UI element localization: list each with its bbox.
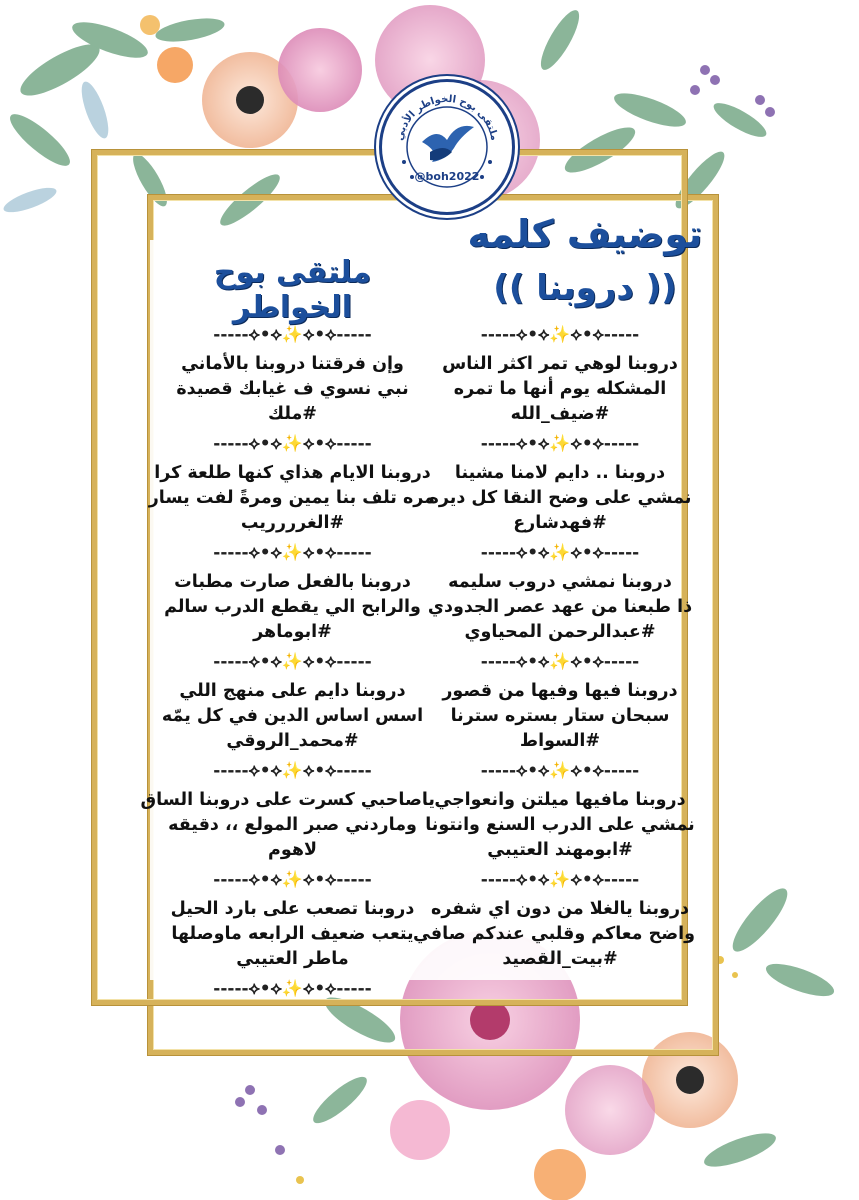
verse-line: نمشي على الدرب السنع وانتونا bbox=[425, 815, 695, 835]
separator-ornament: ----- bbox=[480, 761, 517, 781]
verse-separator bbox=[150, 427, 435, 461]
verse-separator bbox=[425, 427, 695, 461]
separator-ornament: ⟡•⟡ bbox=[570, 325, 604, 345]
separator-ornament: ----- bbox=[480, 543, 517, 563]
separator-ornament: ⟡•⟡ bbox=[303, 652, 337, 672]
logo-ring-text: ملتقى بوح الخواطر الأدبي bbox=[394, 93, 500, 142]
separator-ornament: ----- bbox=[336, 325, 372, 345]
group-logo bbox=[382, 82, 512, 212]
separator-ornament: ⟡•⟡ bbox=[248, 761, 282, 781]
poet-signature: #بيت_القصيد bbox=[502, 949, 618, 969]
separator-ornament: ⟡•⟡ bbox=[303, 979, 337, 999]
separator-ornament: ----- bbox=[213, 979, 249, 999]
separator-ornament: ----- bbox=[336, 652, 372, 672]
verse-separator bbox=[150, 318, 435, 352]
poet-signature: #عبدالرحمن المحياوي bbox=[464, 622, 656, 642]
separator-ornament: ----- bbox=[213, 434, 249, 454]
logo-handle: @boh2022 bbox=[414, 170, 480, 183]
separator-ornament: ⟡•⟡ bbox=[570, 543, 604, 563]
verse-line: وإن فرقتنا دروبنا بالأماني bbox=[181, 354, 404, 374]
verse-line: دروبنا تصعب على بارد الحيل bbox=[170, 899, 415, 919]
group-name-heading: ملتقى بوح الخواطر bbox=[213, 255, 372, 325]
logo-emblem bbox=[382, 82, 512, 212]
separator-ornament: ----- bbox=[603, 761, 640, 781]
separator-ornament: ⟡•⟡ bbox=[248, 325, 282, 345]
page-title: توضيف كلمه bbox=[467, 212, 703, 256]
poet-signature: #الغرررريب bbox=[240, 513, 345, 533]
sparkle-icon: ✨ bbox=[549, 543, 571, 563]
sparkle-icon: ✨ bbox=[549, 761, 571, 781]
separator-ornament: ⟡•⟡ bbox=[248, 979, 282, 999]
left-poem-column bbox=[140, 318, 435, 1006]
poet-signature: #ابوماهر bbox=[253, 622, 332, 642]
sparkle-icon: ✨ bbox=[549, 325, 571, 345]
sparkle-icon: ✨ bbox=[281, 325, 304, 345]
verse-separator bbox=[425, 536, 695, 570]
separator-ornament: ⟡•⟡ bbox=[516, 325, 550, 345]
sparkle-icon: ✨ bbox=[281, 434, 304, 454]
separator-ornament: ⟡•⟡ bbox=[248, 652, 282, 672]
verse-line: واضح معاكم وقلبي عندكم صافي bbox=[412, 924, 695, 944]
verse-separator bbox=[425, 863, 695, 897]
sparkle-icon: ✨ bbox=[281, 979, 304, 999]
separator-ornament: ----- bbox=[213, 870, 249, 890]
verse-separator bbox=[150, 645, 435, 679]
separator-ornament: ----- bbox=[336, 870, 372, 890]
verse-line: اسس اساس الدين في كل يمّه bbox=[161, 706, 424, 726]
verse-separator bbox=[150, 536, 435, 570]
separator-ornament: ⟡•⟡ bbox=[303, 543, 337, 563]
verse-line: مره تلف بنا يمين ومرةً لفت يسار bbox=[148, 488, 435, 508]
verse-line: ذا طبعنا من عهد عصر الجدودي bbox=[427, 597, 693, 617]
verse-line: دروبنا الايام هذاي كنها طلعة كرا bbox=[154, 463, 431, 483]
separator-ornament: ----- bbox=[603, 652, 640, 672]
separator-ornament: ⟡•⟡ bbox=[303, 761, 337, 781]
separator-ornament: ⟡•⟡ bbox=[570, 870, 604, 890]
sparkle-icon: ✨ bbox=[549, 434, 571, 454]
verse-separator bbox=[425, 318, 695, 352]
bird-icon bbox=[422, 126, 474, 162]
poet-signature: لاهوم bbox=[268, 840, 317, 860]
separator-ornament: ----- bbox=[336, 761, 372, 781]
separator-ornament: ⟡•⟡ bbox=[516, 434, 550, 454]
separator-ornament: ----- bbox=[213, 652, 249, 672]
separator-ornament: ⟡•⟡ bbox=[248, 870, 282, 890]
separator-ornament: ----- bbox=[603, 325, 640, 345]
svg-text:ملتقى بوح الخواطر الأدبي bbox=[394, 94, 499, 142]
sparkle-icon: ✨ bbox=[281, 870, 304, 890]
verse-separator bbox=[150, 972, 435, 1006]
separator-ornament: ⟡•⟡ bbox=[516, 543, 550, 563]
separator-ornament: ⟡•⟡ bbox=[570, 434, 604, 454]
verse-line: دروبنا لوهي تمر اكثر الناس bbox=[442, 354, 678, 374]
verse-line: دروبنا دايم على منهج اللي bbox=[179, 681, 406, 701]
poet-signature: #ضيف_الله bbox=[510, 404, 610, 424]
sparkle-icon: ✨ bbox=[281, 652, 304, 672]
separator-ornament: ----- bbox=[336, 434, 372, 454]
separator-ornament: ⟡•⟡ bbox=[516, 652, 550, 672]
verse-line: نبي نسوي ف غيابك قصيدة bbox=[176, 379, 409, 399]
separator-ornament: ----- bbox=[213, 543, 249, 563]
sparkle-icon: ✨ bbox=[549, 870, 571, 890]
verse-line: والرابح الي يقطع الدرب سالم bbox=[164, 597, 421, 617]
verse-line: نمشي على وضح النقا كل ديره bbox=[428, 488, 692, 508]
separator-ornament: ----- bbox=[336, 543, 372, 563]
verse-line: وماردني صبر المولع ،، دقيقه bbox=[168, 815, 417, 835]
separator-ornament: ⟡•⟡ bbox=[248, 434, 282, 454]
sparkle-icon: ✨ bbox=[549, 652, 571, 672]
verse-line: سبحان ستار بستره سترنا bbox=[450, 706, 670, 726]
right-poem-column bbox=[412, 318, 695, 972]
sparkle-icon: ✨ bbox=[281, 761, 304, 781]
poet-signature: #ملك bbox=[268, 404, 317, 424]
verse-separator bbox=[425, 645, 695, 679]
poet-signature: #محمد_الروقي bbox=[226, 731, 359, 751]
separator-ornament: ----- bbox=[213, 761, 249, 781]
featured-word: (( دروبنا )) bbox=[493, 268, 677, 308]
separator-ornament: ----- bbox=[603, 870, 640, 890]
separator-ornament: ----- bbox=[480, 652, 517, 672]
separator-ornament: ----- bbox=[336, 979, 372, 999]
verse-line: المشكله يوم أنها ما تمره bbox=[453, 379, 667, 399]
separator-ornament: ⟡•⟡ bbox=[303, 870, 337, 890]
verse-separator bbox=[425, 754, 695, 788]
verse-line: دروبنا بالفعل صارت مطبات bbox=[174, 572, 411, 592]
separator-ornament: ----- bbox=[480, 870, 517, 890]
verse-line: دروبنا مافيها ميلتن وانعواجي bbox=[434, 790, 686, 810]
separator-ornament: ⟡•⟡ bbox=[303, 434, 337, 454]
separator-ornament: ⟡•⟡ bbox=[303, 325, 337, 345]
verse-separator bbox=[150, 863, 435, 897]
verse-line: ياصاحبي كسرت على دروبنا الساق bbox=[140, 790, 435, 810]
separator-ornament: ⟡•⟡ bbox=[570, 652, 604, 672]
verse-line: دروبنا .. دايم لامنا مشينا bbox=[454, 463, 666, 483]
separator-ornament: ----- bbox=[603, 434, 640, 454]
verse-separator bbox=[150, 754, 435, 788]
poet-signature: ماطر العتيبي bbox=[236, 949, 349, 969]
verse-line: يتعب ضعيف الرابعه ماوصلها bbox=[171, 924, 414, 944]
verse-line: دروبنا نمشي دروب سليمه bbox=[448, 572, 672, 592]
sparkle-icon: ✨ bbox=[281, 543, 304, 563]
separator-ornament: ----- bbox=[213, 325, 249, 345]
separator-ornament: ----- bbox=[480, 434, 517, 454]
separator-ornament: ----- bbox=[603, 543, 640, 563]
separator-ornament: ----- bbox=[480, 325, 517, 345]
separator-ornament: ⟡•⟡ bbox=[516, 870, 550, 890]
poet-signature: #فهدشارع bbox=[513, 513, 607, 533]
separator-ornament: ⟡•⟡ bbox=[570, 761, 604, 781]
separator-ornament: ⟡•⟡ bbox=[516, 761, 550, 781]
poet-signature: #ابومهند العتيبي bbox=[487, 840, 633, 860]
separator-ornament: ⟡•⟡ bbox=[248, 543, 282, 563]
poet-signature: #السواط bbox=[519, 731, 601, 751]
verse-line: دروبنا فيها وفيها من قصور bbox=[442, 681, 678, 701]
verse-line: دروبنا يالغلا من دون اي شفره bbox=[431, 899, 689, 919]
